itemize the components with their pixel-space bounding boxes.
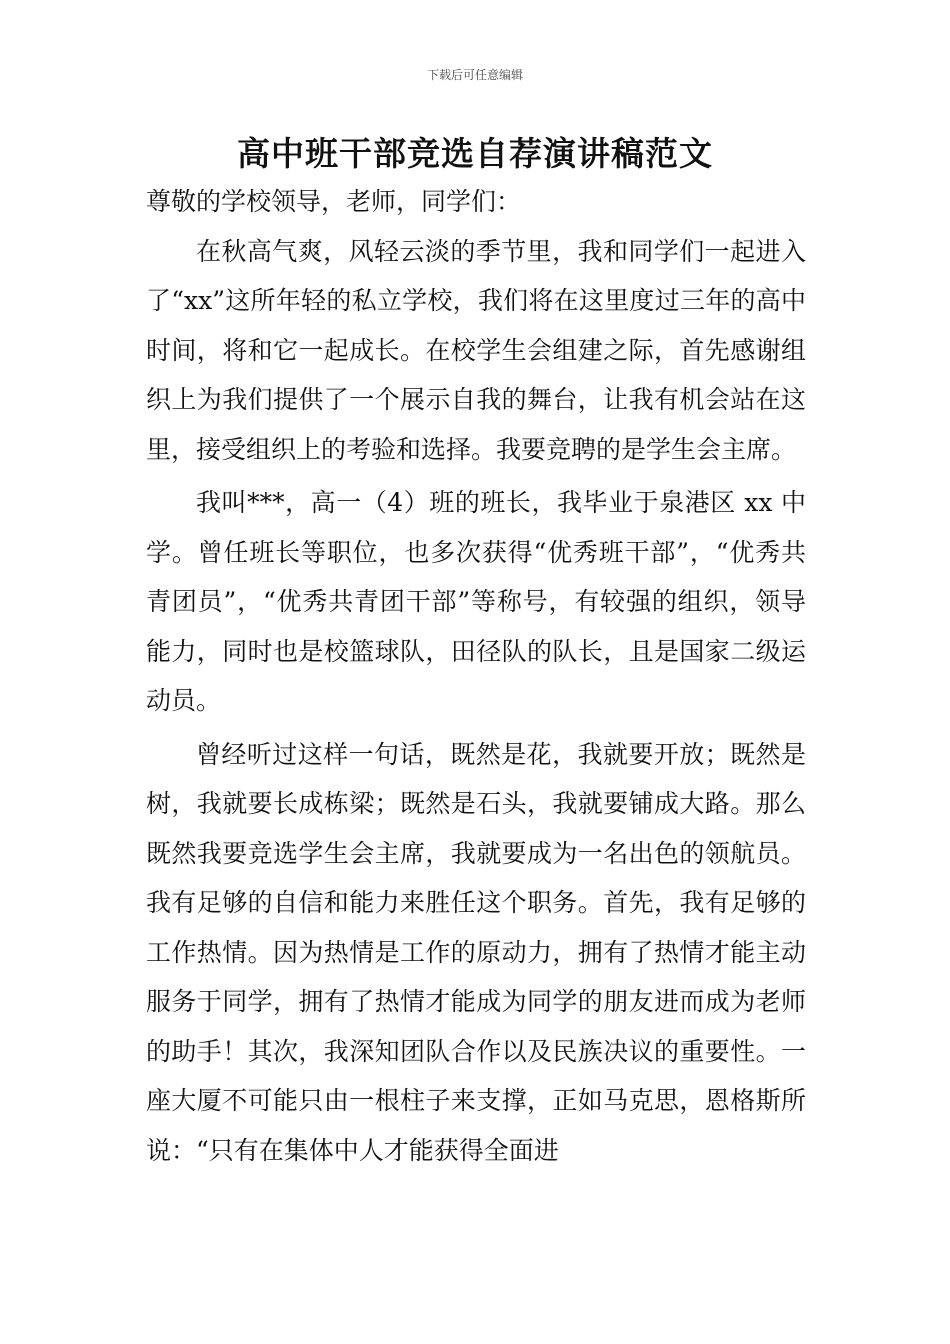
paragraph-3: 曾经听过这样一句话，既然是花，我就要开放；既然是树，我就要长成栋梁；既然是石头，我就要铺成大路。那么既然我要竞选学生会主席，我就要成为一名出色的领航员。我有足够的自信和能力来胜任这个职务。首先，我有足够的工作热情。因为热情是工作的原动力，拥有了热情才能主动服务于同学，拥有了热情才能成为同学的朋友进而成为老师的助手！其次，我深知团队合作以及民族决议的重要性。一座大厦不可能只由一根柱子来支撑，正如马克思，恩格斯所说：“只有在集体中人才能获得全面进 xyxy=(146,739,806,1165)
paragraph-2: 我叫***，高一（4）班的班长，我毕业于泉港区 xx 中学。曾任班长等职位，也多次获得“优秀班干部”，“优秀共青团员”，“优秀共青团干部”等称号，有较强的组织，领导能力，同时也是校篮球队，田径队的队长，且是国家二级运动员。 xyxy=(146,488,806,715)
greeting: 尊敬的学校领导，老师，同学们： xyxy=(146,187,522,216)
document-body xyxy=(146,177,806,1175)
document-title: 高中班干部竞选自荐演讲稿范文 xyxy=(237,134,713,173)
header-note: 下载后可任意编辑 xyxy=(426,68,523,82)
paragraph-1: 在秋高气爽，风轻云淡的季节里，我和同学们一起进入了“xx”这所年轻的私立学校，我们将在这里度过三年的高中时间，将和它一起成长。在校学生会组建之际，首先感谢组织上为我们提供了一个展示自我的舞台，让我有机会站在这里，接受组织上的考验和选择。我要竞聘的是学生会主席。 xyxy=(146,236,806,464)
